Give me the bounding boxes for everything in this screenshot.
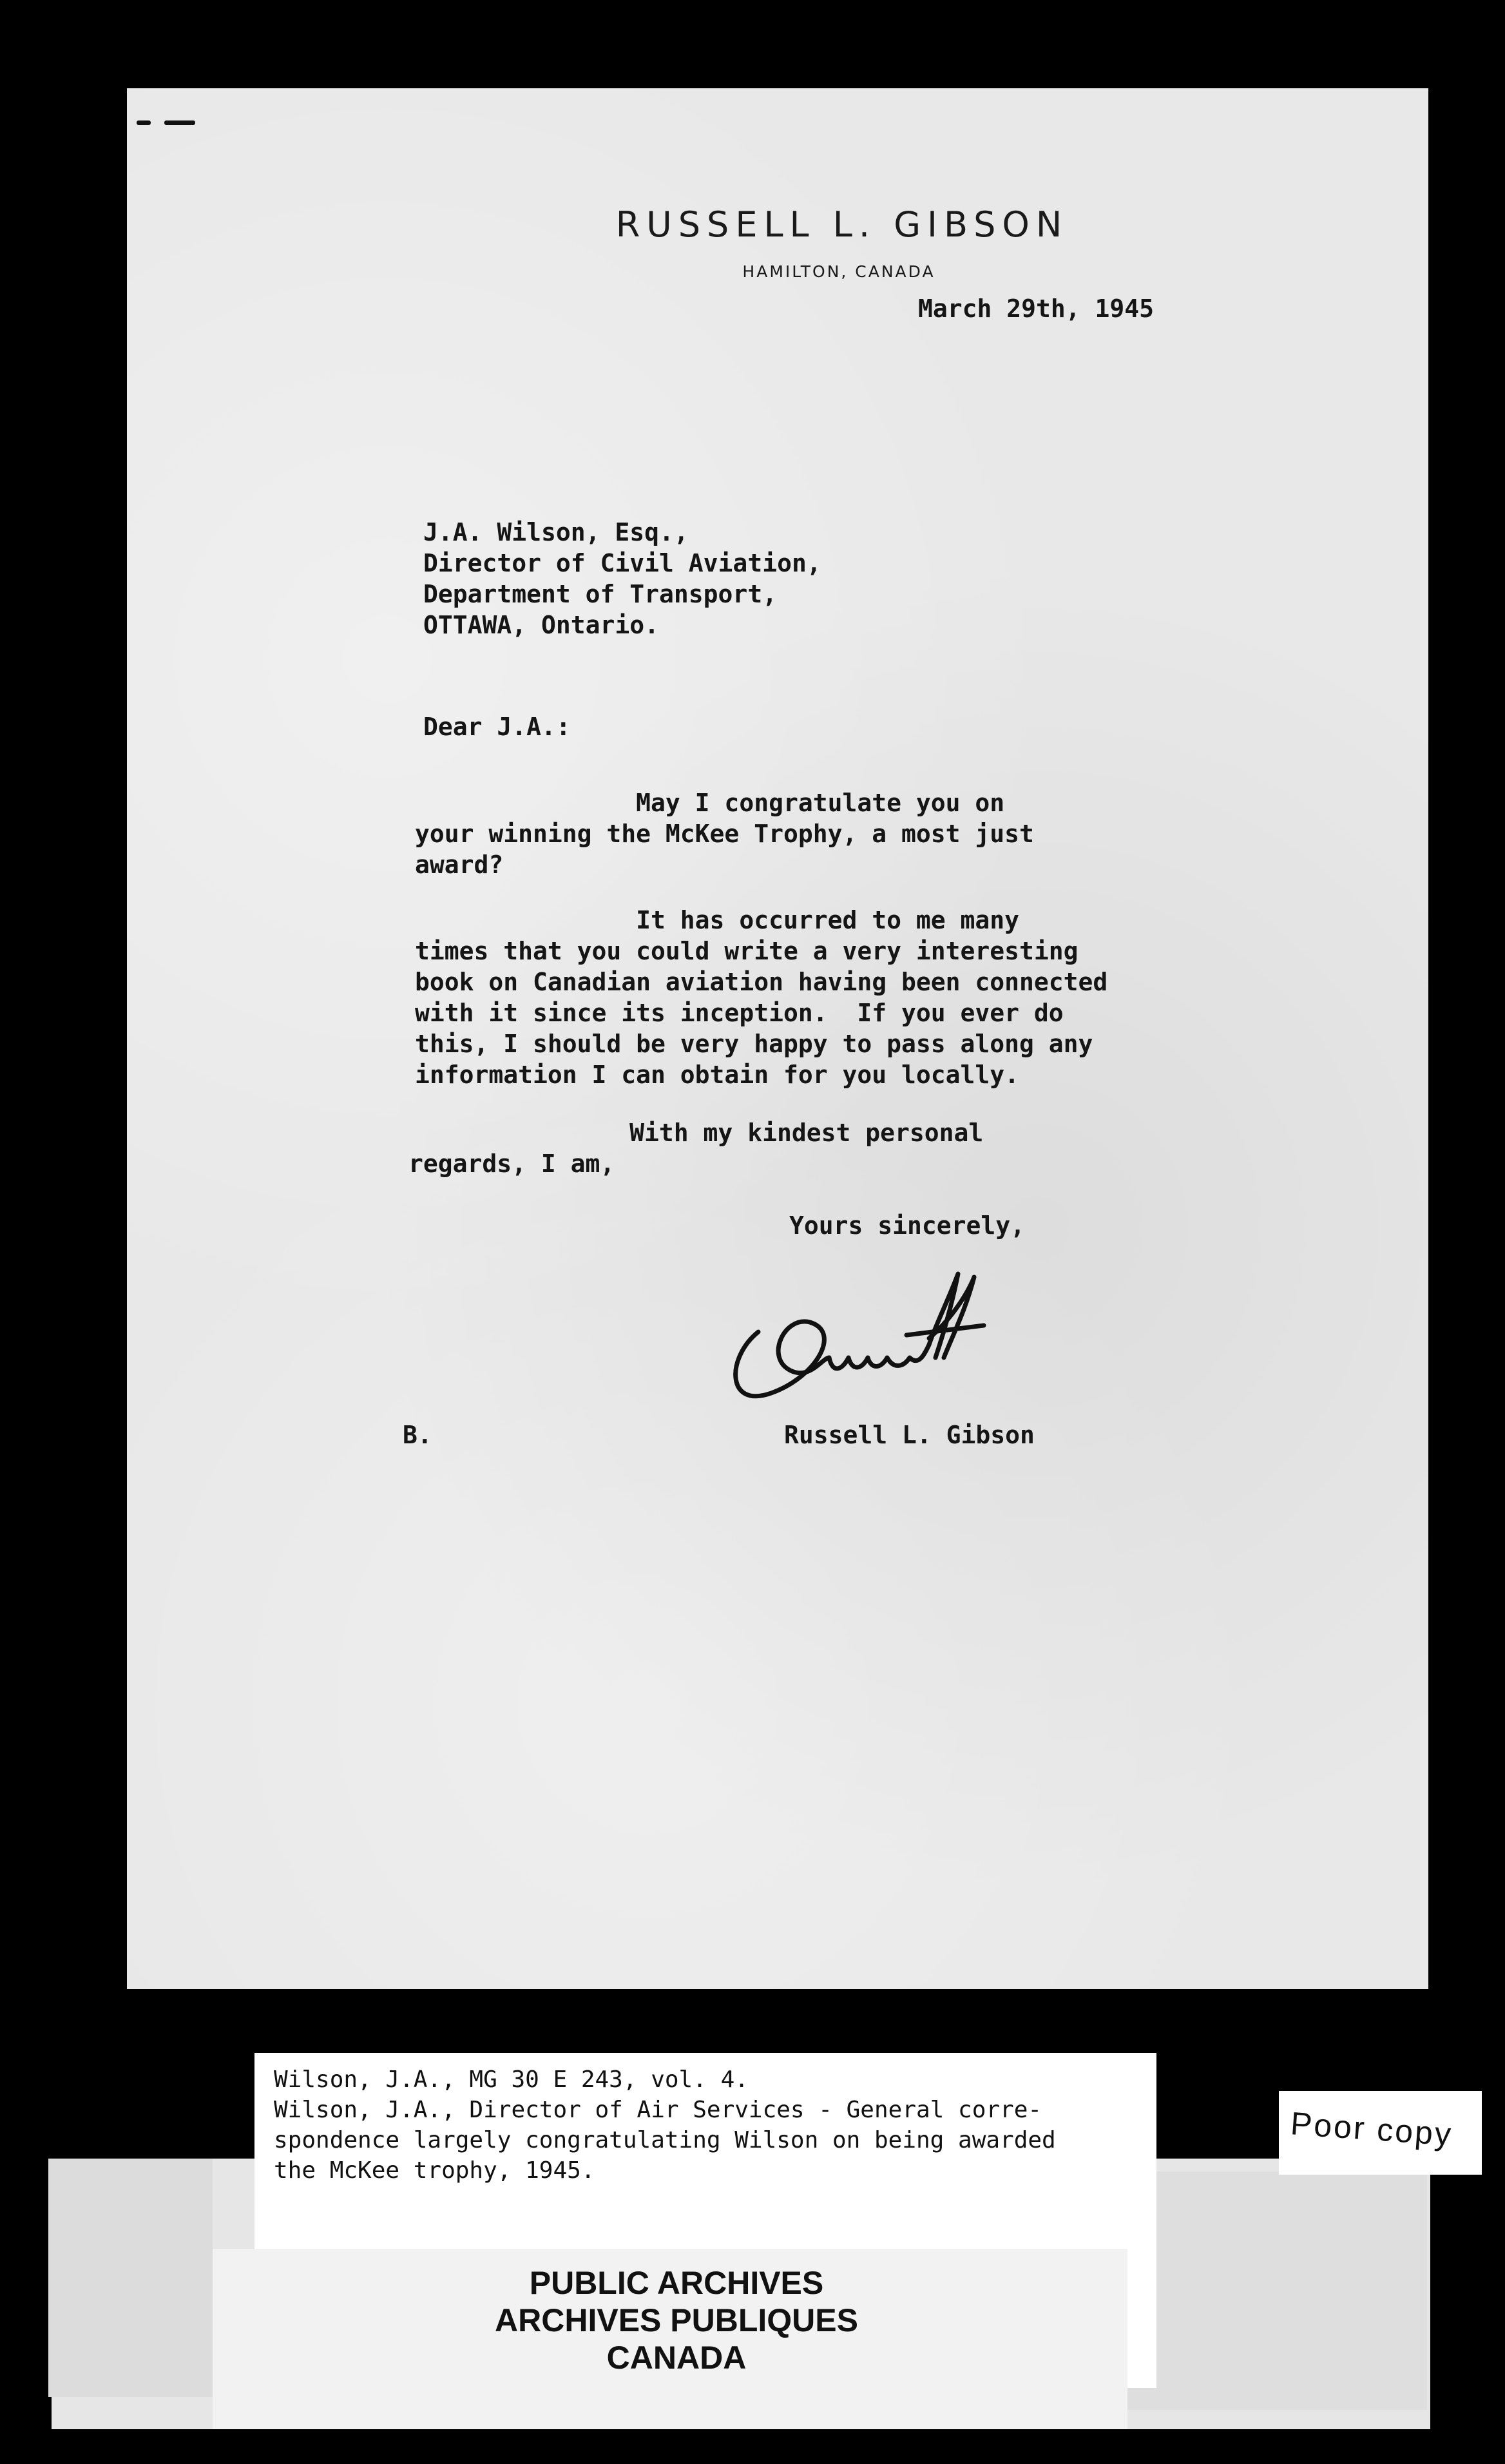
recipient-line: Director of Civil Aviation, <box>423 549 821 577</box>
letterhead-location: HAMILTON, CANADA <box>742 262 935 281</box>
archives-stamp-line: ARCHIVES PUBLIQUES <box>495 2302 858 2338</box>
label-line: spondence largely congratulating Wilson on being awarded <box>274 2127 1056 2153</box>
label-line: Wilson, J.A., MG 30 E 243, vol. 4. <box>274 2066 749 2093</box>
poor-copy-note <box>1279 2091 1482 2175</box>
text-line: regards, I am, <box>408 1150 615 1178</box>
label-line: Wilson, J.A., Director of Air Services - General corre- <box>274 2097 1042 2123</box>
closing: Yours sincerely, <box>789 1211 1026 1240</box>
handwritten-signature <box>713 1261 1048 1429</box>
letter-date: March 29th, 1945 <box>918 294 1155 323</box>
folder-tab-right <box>1124 2171 1427 2410</box>
text-line: award? <box>415 851 504 879</box>
text-line: book on Canadian aviation having been connected <box>415 968 1108 996</box>
label-line: the McKee trophy, 1945. <box>274 2157 595 2184</box>
paragraph-book-suggestion <box>415 905 1107 1090</box>
recipient-line: J.A. Wilson, Esq., <box>423 518 689 546</box>
text-line: It has occurred to me many <box>415 906 1019 934</box>
folder-tab-left <box>48 2159 213 2397</box>
recipient-address <box>423 517 821 640</box>
recipient-line: OTTAWA, Ontario. <box>423 611 660 639</box>
paragraph-regards <box>408 1117 983 1179</box>
paragraph-congratulations <box>415 787 1034 880</box>
letterhead-name: RUSSELL L. GIBSON <box>615 204 1069 245</box>
archives-stamp-line: PUBLIC ARCHIVES <box>529 2265 824 2301</box>
salutation: Dear J.A.: <box>423 713 571 741</box>
signed-name: Russell L. Gibson <box>784 1421 1035 1449</box>
text-line: this, I should be very happy to pass along any <box>415 1030 1093 1058</box>
text-line: your winning the McKee Trophy, a most just <box>415 820 1034 848</box>
letter-page <box>127 88 1428 1989</box>
stray-mark <box>164 120 195 125</box>
text-line: With my kindest personal <box>408 1119 984 1147</box>
poor-copy-text: Poor copy <box>1289 2105 1454 2153</box>
typist-initial: B. <box>403 1421 432 1449</box>
archives-stamp-line: CANADA <box>606 2340 747 2376</box>
archives-stamp <box>335 2264 1018 2376</box>
text-line: information I can obtain for you locally. <box>415 1061 1019 1089</box>
text-line: May I congratulate you on <box>415 789 1005 817</box>
stray-mark <box>137 120 151 125</box>
archive-reference-text <box>274 2065 1056 2186</box>
text-line: times that you could write a very interesting <box>415 937 1078 965</box>
recipient-line: Department of Transport, <box>423 580 778 608</box>
text-line: with it since its inception. If you ever do <box>415 999 1064 1027</box>
